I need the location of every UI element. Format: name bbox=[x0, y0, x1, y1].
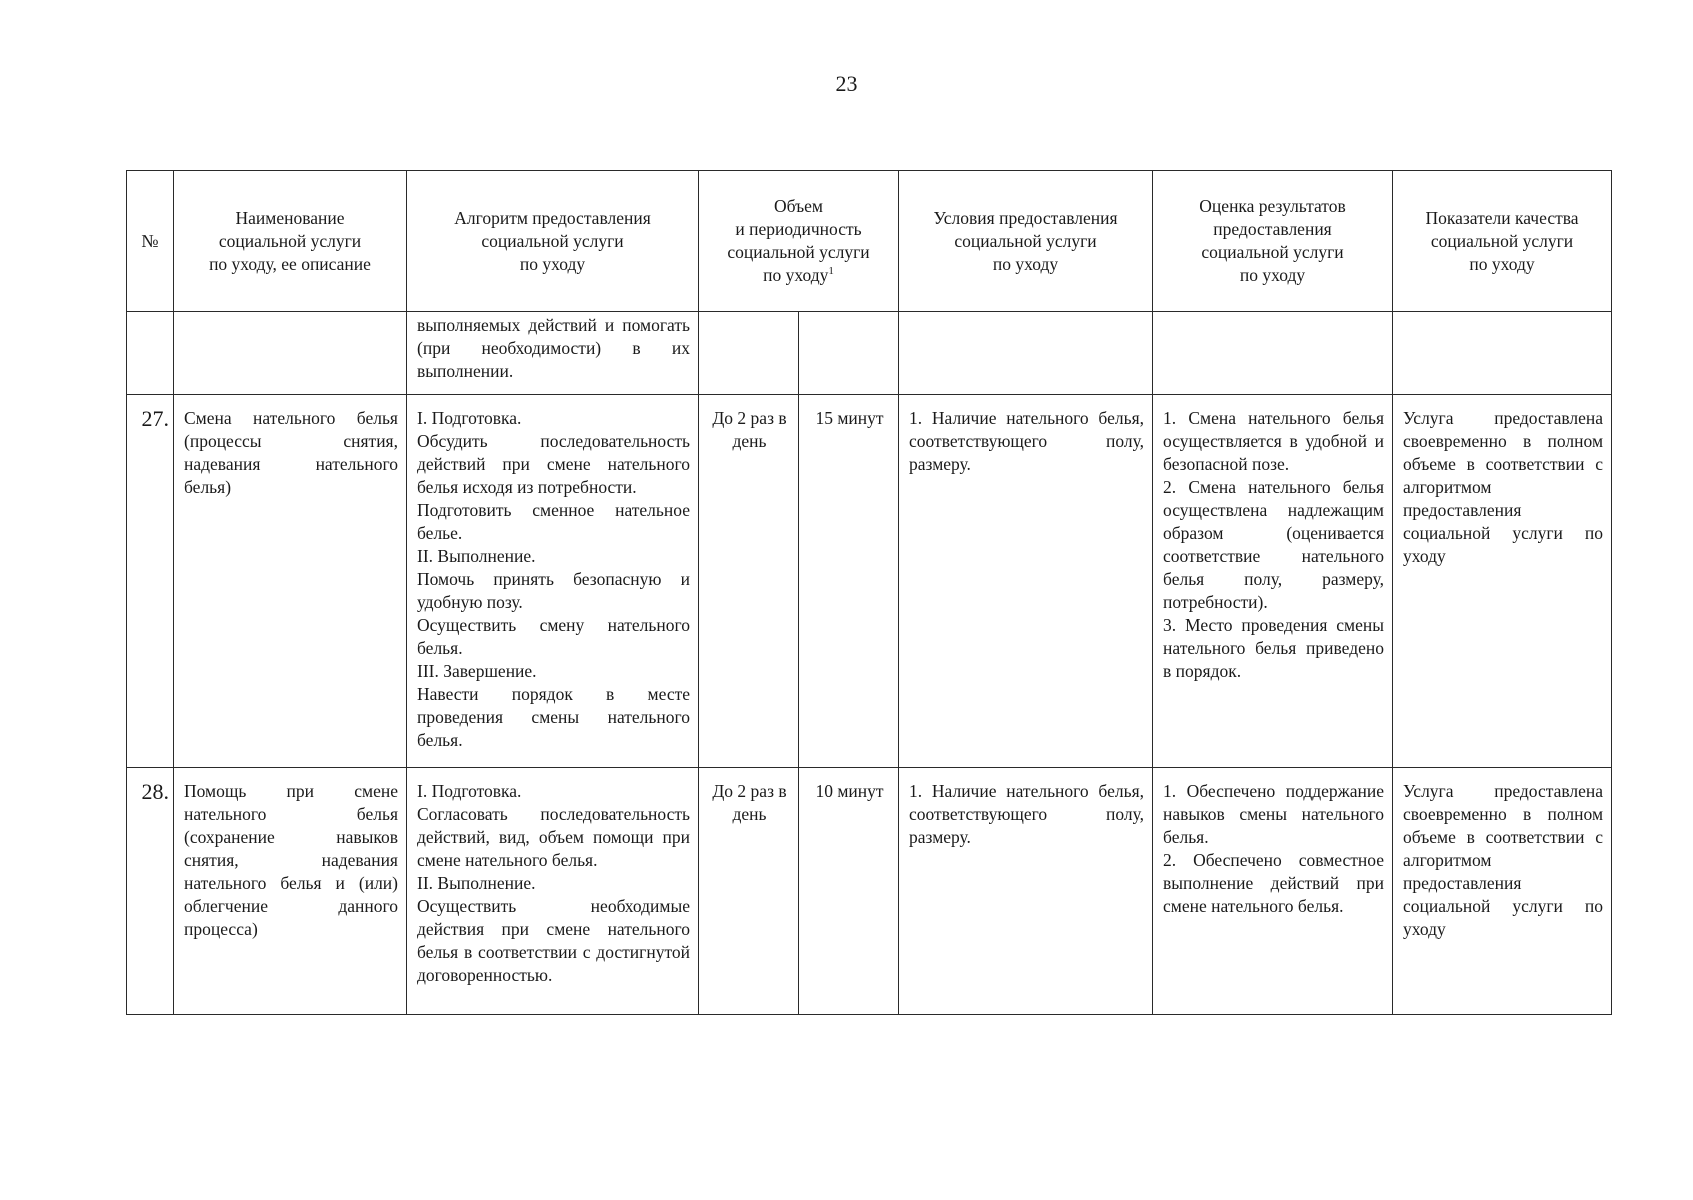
header-quality-line: Показатели качества bbox=[1425, 207, 1579, 228]
page-number: 23 bbox=[835, 71, 858, 96]
header-evaluation-line: предоставления bbox=[1213, 219, 1332, 239]
algorithm-step: Согласовать последовательность действий, вид, объем помощи при смене нательного белья. bbox=[417, 804, 690, 870]
header-name-line: Наименование bbox=[235, 207, 345, 228]
header-algorithm-line: социальной услуги bbox=[481, 230, 624, 251]
quality-cell: Услуга предоставлена своевременно в полном объеме в соответствии с алгоритмом предоставления социальной услуги по уходу bbox=[1393, 395, 1612, 768]
footnote-mark: 1 bbox=[828, 265, 834, 278]
header-evaluation-line: по уходу bbox=[1239, 265, 1306, 285]
header-volume-line bbox=[705, 264, 892, 287]
header-quality-line: по уходу bbox=[1469, 253, 1535, 274]
header-name bbox=[174, 171, 407, 312]
header-volume bbox=[699, 171, 899, 312]
cont-algorithm-cell: выполняемых действий и помогать (при необходимости) в их выполнении. bbox=[407, 312, 699, 395]
header-volume-line: и периодичность bbox=[735, 219, 862, 239]
table-row bbox=[127, 395, 1612, 768]
header-evaluation-line: Оценка результатов bbox=[1199, 196, 1346, 216]
duration-cell: 15 минут bbox=[799, 395, 899, 768]
header-evaluation bbox=[1153, 171, 1393, 312]
cont-duration-cell bbox=[799, 312, 899, 395]
header-volume-line: социальной услуги bbox=[727, 242, 870, 262]
header-conditions bbox=[899, 171, 1153, 312]
header-name-line: социальной услуги bbox=[218, 230, 362, 251]
header-algorithm-line: по уходу bbox=[519, 253, 586, 274]
periodicity-cell: До 2 раз в день bbox=[699, 768, 799, 1015]
cont-periodicity-cell bbox=[699, 312, 799, 395]
periodicity-cell: До 2 раз в день bbox=[699, 395, 799, 768]
header-evaluation-line: социальной услуги bbox=[1201, 242, 1344, 262]
service-name: Помощь при смене нательного белья (сохранение навыков снятия, надевания нательного белья и (или) облегчение данного процесса) bbox=[174, 768, 407, 1015]
evaluation-item: 2. Обеспечено совместное выполнение действий при смене нательного белья. bbox=[1163, 850, 1385, 916]
row-number: 28. bbox=[127, 768, 174, 1015]
evaluation-item: 1. Обеспечено поддержание навыков смены нательного белья. bbox=[1163, 781, 1385, 847]
row-number: 27. bbox=[127, 395, 174, 768]
algorithm-step: Навести порядок в месте проведения смены нательного белья. bbox=[417, 684, 690, 750]
header-name-line: по уходу, ее описание bbox=[209, 253, 371, 274]
evaluation-item: 2. Смена нательного белья осуществлена надлежащим образом (оценивается соответствие нательного белья полу, размеру, потребности). bbox=[1163, 477, 1385, 612]
cont-evaluation-cell bbox=[1153, 312, 1393, 395]
header-conditions-line: Условия предоставления bbox=[933, 207, 1118, 228]
algorithm-step: Осуществить смену нательного белья. bbox=[417, 615, 690, 658]
algorithm-step: Помочь принять безопасную и удобную позу. bbox=[417, 569, 690, 612]
service-name: Смена нательного белья (процессы снятия, надевания нательного белья) bbox=[174, 395, 407, 768]
header-num: № bbox=[127, 171, 174, 312]
algorithm-step: II. Выполнение. bbox=[417, 546, 536, 566]
cont-num-cell bbox=[127, 312, 174, 395]
header-quality bbox=[1393, 171, 1612, 312]
evaluation-cell bbox=[1153, 395, 1393, 768]
algorithm-step: Подготовить сменное нательное белье. bbox=[417, 500, 690, 543]
conditions-cell: 1. Наличие нательного белья, соответствующего полу, размеру. bbox=[899, 395, 1153, 768]
algorithm-step: I. Подготовка. bbox=[417, 408, 522, 428]
table-row bbox=[127, 768, 1612, 1015]
algorithm-step: Обсудить последовательность действий при смене нательного белья исходя из потребности. bbox=[417, 431, 690, 497]
services-table bbox=[126, 170, 1612, 1015]
conditions-cell: 1. Наличие нательного белья, соответствующего полу, размеру. bbox=[899, 768, 1153, 1015]
header-conditions-line: по уходу bbox=[992, 253, 1059, 274]
algorithm-cell bbox=[407, 395, 699, 768]
algorithm-cell bbox=[407, 768, 699, 1015]
cont-conditions-cell bbox=[899, 312, 1153, 395]
header-quality-line: социальной услуги bbox=[1430, 230, 1574, 251]
evaluation-item: 3. Место проведения смены нательного белья приведено в порядок. bbox=[1163, 615, 1385, 681]
continuation-row bbox=[127, 312, 1612, 395]
evaluation-cell bbox=[1153, 768, 1393, 1015]
duration-cell: 10 минут bbox=[799, 768, 899, 1015]
quality-cell: Услуга предоставлена своевременно в полном объеме в соответствии с алгоритмом предоставления социальной услуги по уходу bbox=[1393, 768, 1612, 1015]
header-conditions-line: социальной услуги bbox=[954, 230, 1097, 251]
algorithm-step: III. Завершение. bbox=[417, 661, 537, 681]
header-volume-last: по уходу bbox=[763, 265, 829, 285]
header-volume-line: Объем bbox=[774, 196, 823, 216]
header-row bbox=[127, 171, 1612, 312]
evaluation-item: 1. Смена нательного белья осуществляется в удобной и безопасной позе. bbox=[1163, 408, 1385, 474]
algorithm-step: Осуществить необходимые действия при смене нательного белья в соответствии с достигнутой договоренностью. bbox=[417, 896, 690, 985]
algorithm-step: II. Выполнение. bbox=[417, 873, 536, 893]
cont-quality-cell bbox=[1393, 312, 1612, 395]
header-algorithm bbox=[407, 171, 699, 312]
header-algorithm-line: Алгоритм предоставления bbox=[454, 207, 651, 228]
cont-name-cell bbox=[174, 312, 407, 395]
algorithm-step: I. Подготовка. bbox=[417, 781, 522, 801]
